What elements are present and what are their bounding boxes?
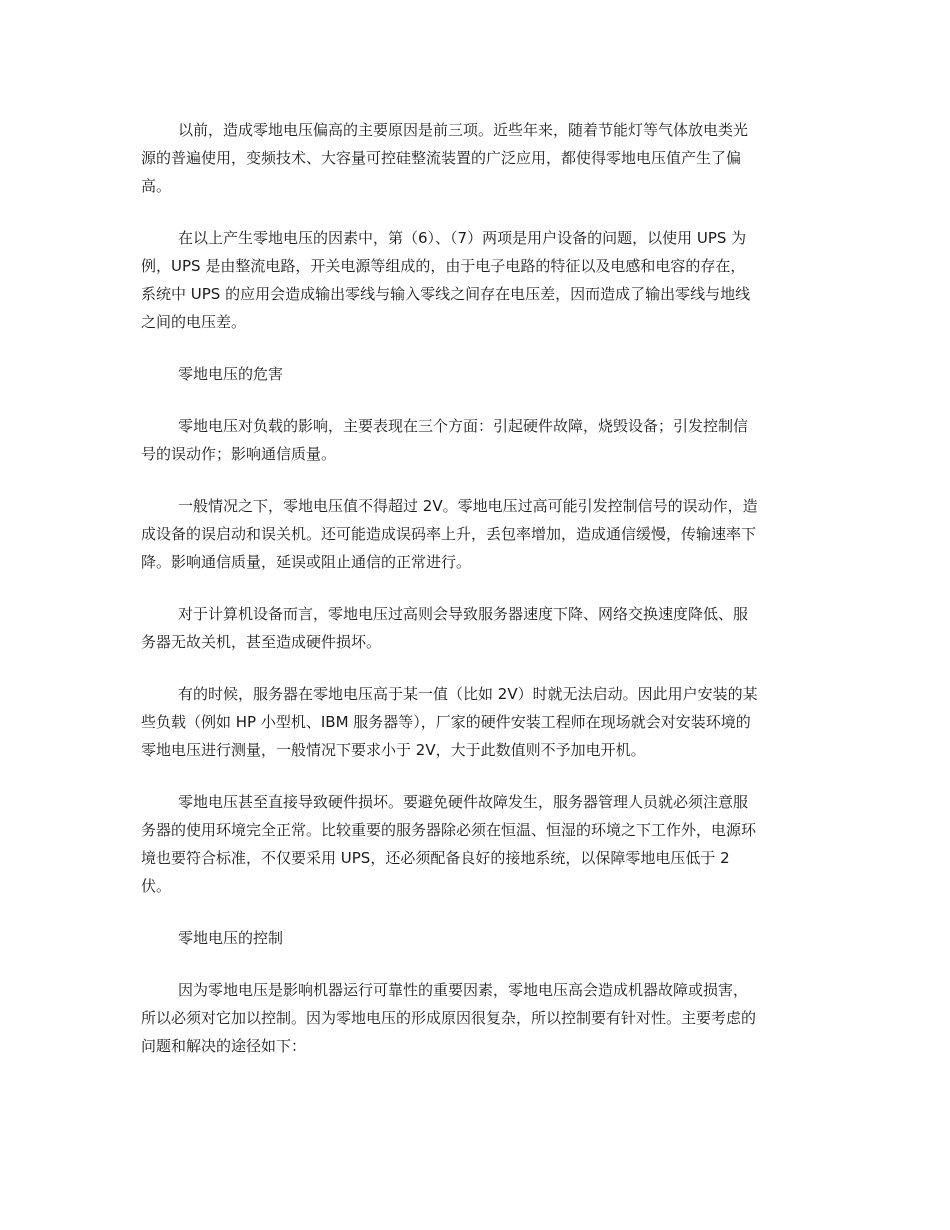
paragraph-line: 所以必须对它加以控制。因为零地电压的形成原因很复杂，所以控制要有针对性。主要考虑的 — [141, 1009, 757, 1027]
paragraph-line: 零地电压进行测量，一般情况下要求小于 2V，大于此数值则不予加电开机。 — [141, 741, 646, 759]
section-heading-hazards — [141, 360, 811, 388]
paragraph-line: 务器的使用环境完全正常。比较重要的服务器除必须在恒温、恒湿的环境之下工作外，电源环 — [141, 821, 757, 839]
paragraph-line: 对于计算机设备而言，零地电压过高则会导致服务器速度下降、网络交换速度降低、服 — [178, 605, 749, 623]
paragraph-line: 境也要符合标准，不仅要采用 UPS，还必须配备良好的接地系统，以保障零地电压低于 2 — [141, 849, 730, 867]
paragraph-line: 号的误动作；影响通信质量。 — [141, 445, 337, 463]
paragraph-line: 有的时候，服务器在零地电压高于某一值（比如 2V）时就无法启动。因此用户安装的某 — [178, 685, 758, 703]
heading-text: 零地电压的控制 — [178, 929, 284, 947]
paragraph-line: 源的普遍使用，变频技术、大容量可控硅整流装置的广泛应用，都使得零地电压值产生了偏 — [141, 149, 742, 167]
paragraph-6 — [141, 680, 811, 764]
paragraph-3 — [141, 412, 811, 468]
paragraph-line: 零地电压甚至直接导致硬件损坏。要避免硬件故障发生，服务器管理人员就必须注意服 — [178, 793, 749, 811]
paragraph-7 — [141, 788, 811, 900]
paragraph-line: 零地电压对负载的影响，主要表现在三个方面：引起硬件故障，烧毁设备；引发控制信 — [178, 417, 749, 435]
paragraph-line: 高。 — [141, 177, 172, 195]
paragraph-line: 在以上产生零地电压的因素中，第（6）、（7）两项是用户设备的问题，以使用 UPS 为 — [178, 229, 747, 247]
document-body — [141, 116, 811, 1084]
paragraph-line: 伏。 — [141, 877, 172, 895]
paragraph-line: 例，UPS 是由整流电路，开关电源等组成的，由于电子电路的特征以及电感和电容的存在， — [141, 257, 746, 275]
heading-text: 零地电压的危害 — [178, 365, 284, 383]
section-heading-control — [141, 924, 811, 952]
paragraph-line: 一般情况之下，零地电压值不得超过 2V。零地电压过高可能引发控制信号的误动作，造 — [178, 497, 758, 515]
paragraph-4 — [141, 492, 811, 576]
paragraph-line: 之间的电压差。 — [141, 313, 247, 331]
paragraph-line: 因为零地电压是影响机器运行可靠性的重要因素，零地电压高会造成机器故障或损害， — [178, 981, 749, 999]
paragraph-line: 降。影响通信质量，延误或阻止通信的正常进行。 — [141, 553, 472, 571]
paragraph-2 — [141, 224, 811, 336]
paragraph-line: 以前，造成零地电压偏高的主要原因是前三项。近些年来，随着节能灯等气体放电类光 — [178, 121, 749, 139]
paragraph-line: 成设备的误启动和误关机。还可能造成误码率上升，丢包率增加，造成通信缓慢，传输速率下 — [141, 525, 757, 543]
paragraph-line: 问题和解决的途径如下： — [141, 1037, 307, 1055]
paragraph-line: 务器无故关机，甚至造成硬件损坏。 — [141, 633, 382, 651]
paragraph-8 — [141, 976, 811, 1060]
paragraph-line: 些负载（例如 HP 小型机、IBM 服务器等），厂家的硬件安装工程师在现场就会对安装环境的 — [141, 713, 751, 731]
paragraph-1 — [141, 116, 811, 200]
paragraph-line: 系统中 UPS 的应用会造成输出零线与输入零线之间存在电压差，因而造成了输出零线与地线 — [141, 285, 751, 303]
paragraph-5 — [141, 600, 811, 656]
